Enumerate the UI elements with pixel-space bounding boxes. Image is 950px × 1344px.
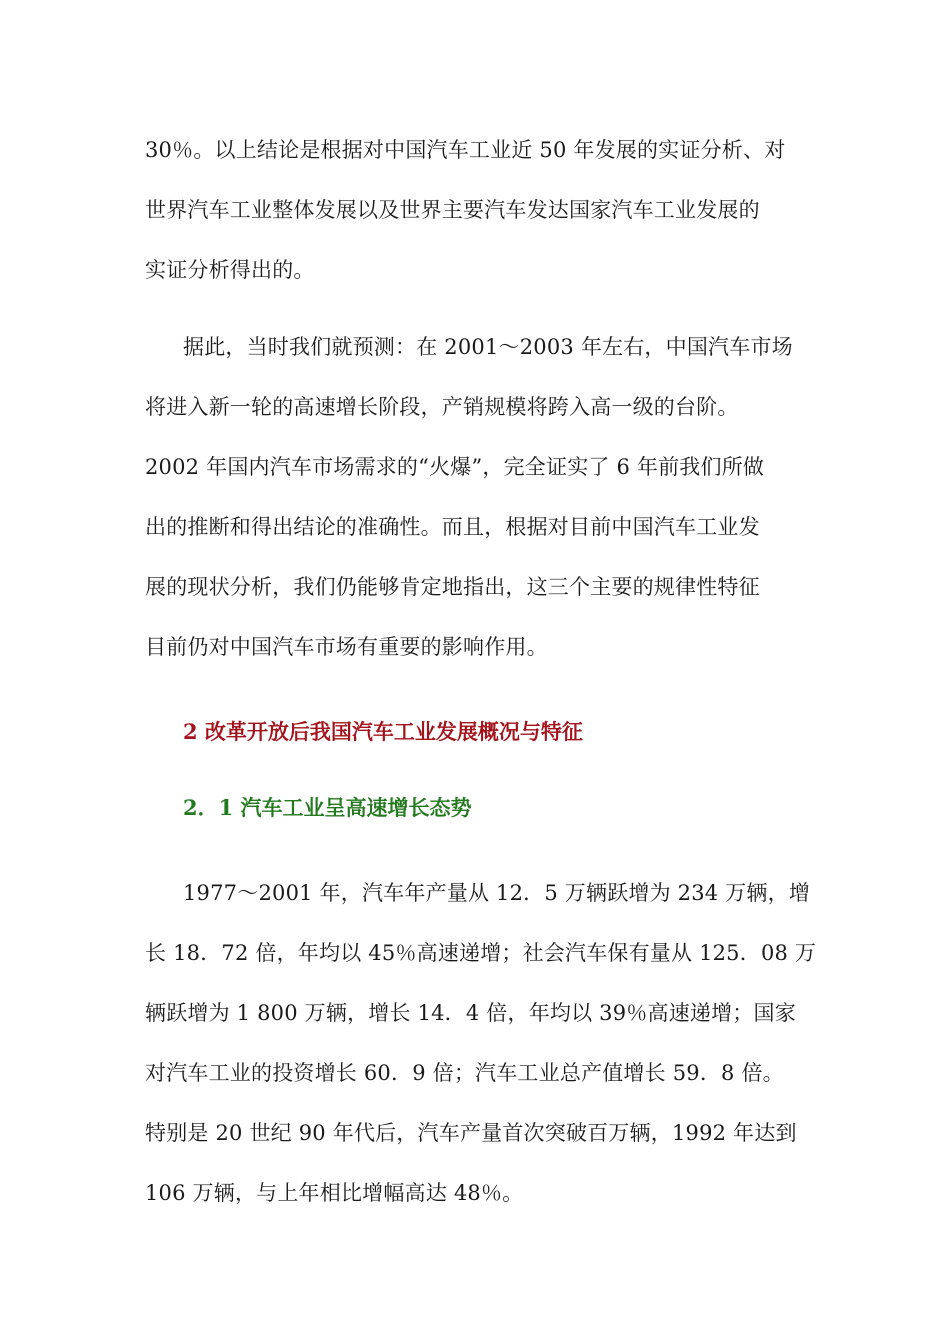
text-line: 实证分析得出的。 xyxy=(145,258,315,282)
text-line: 据此，当时我们就预测：在 2001～2003 年左右，中国汽车市场 xyxy=(183,335,793,359)
text-line: 长 18．72 倍，年均以 45％高速递增；社会汽车保有量从 125．08 万 xyxy=(145,941,817,965)
text-line: 1977～2001 年，汽车年产量从 12．5 万辆跃增为 234 万辆，增 xyxy=(183,881,811,905)
paragraph-gap xyxy=(145,300,805,317)
paragraph-growth xyxy=(145,863,817,1223)
paragraph-conclusion xyxy=(145,120,805,300)
text-line: 世界汽车工业整体发展以及世界主要汽车发达国家汽车工业发展的 xyxy=(145,198,760,222)
text-line: 目前仍对中国汽车市场有重要的影响作用。 xyxy=(145,635,548,659)
subsection-heading: 2．1 汽车工业呈高速增长态势 xyxy=(183,795,472,820)
paragraph-prediction xyxy=(145,317,805,677)
text-line: 展的现状分析，我们仍能够肯定地指出，这三个主要的规律性特征 xyxy=(145,575,760,599)
section-heading: 2 改革开放后我国汽车工业发展概况与特征 xyxy=(183,719,583,744)
text-line: 辆跃增为 1 800 万辆，增长 14．4 倍，年均以 39％高速递增；国家 xyxy=(145,1001,796,1025)
text-line: 2002 年国内汽车市场需求的“火爆”，完全证实了 6 年前我们所做 xyxy=(145,455,765,479)
text-line: 对汽车工业的投资增长 60．9 倍；汽车工业总产值增长 59．8 倍。 xyxy=(145,1061,784,1085)
text-line: 特别是 20 世纪 90 年代后，汽车产量首次突破百万辆，1992 年达到 xyxy=(145,1121,797,1145)
text-line: 30％。以上结论是根据对中国汽车工业近 50 年发展的实证分析、对 xyxy=(145,138,786,162)
text-line: 106 万辆，与上年相比增幅高达 48％。 xyxy=(145,1181,524,1205)
text-line: 出的推断和得出结论的准确性。而且，根据对目前中国汽车工业发 xyxy=(145,515,760,539)
text-line: 将进入新一轮的高速增长阶段，产销规模将跨入高一级的台阶。 xyxy=(145,395,739,419)
paragraph-gap xyxy=(145,823,805,863)
document-page xyxy=(145,120,817,1223)
